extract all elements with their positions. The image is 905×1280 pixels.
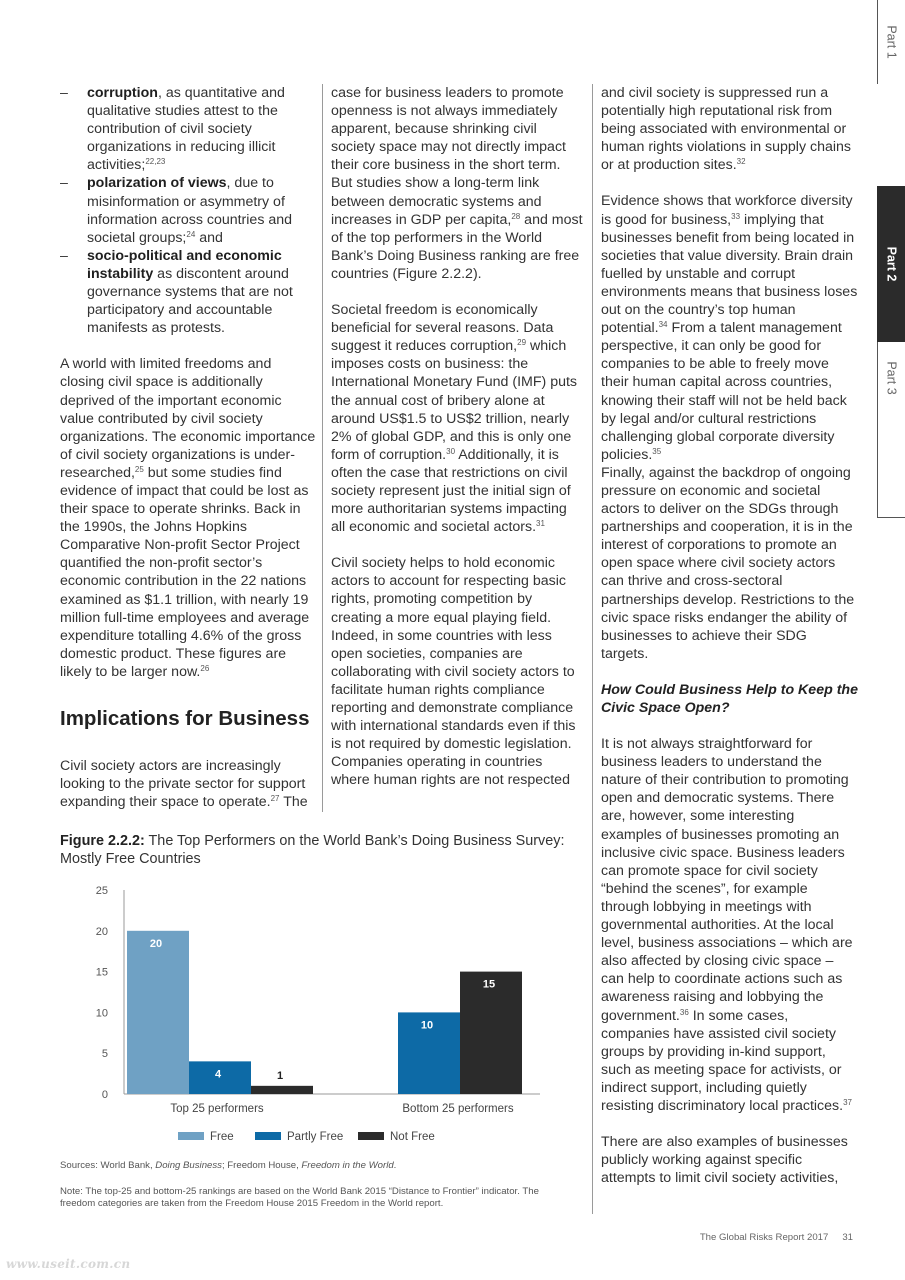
watermark: www.useit.com.cn	[6, 1257, 131, 1271]
paragraph-text: Additionally, it is often the case that restrictions on civil society represent just the initial sign of more authoritarian systems impacting all economic and societal actors.	[331, 446, 571, 536]
list-item-bold: corruption	[87, 85, 158, 101]
list-item-bold: polarization of views	[87, 175, 227, 192]
footnote-ref[interactable]: 32	[736, 157, 746, 167]
section-heading: Implications for Business	[60, 707, 310, 730]
report-title: The Global Risks Report 2017	[699, 1232, 829, 1243]
figure-sources	[60, 1160, 570, 1172]
y-tick-label: 25	[95, 885, 108, 897]
paragraph	[331, 84, 584, 283]
figure-title	[60, 832, 570, 868]
paragraph-text: Civil society actors are increasingly looking to the private sector for support expanding their space to operate.	[60, 758, 306, 811]
legend-label: Not Free	[390, 1131, 435, 1143]
x-tick-label: Top 25 performers	[170, 1103, 264, 1115]
data-label: 10	[420, 1019, 434, 1032]
footnote-ref[interactable]: 35	[652, 446, 662, 456]
footnote-ref[interactable]: 22,23	[145, 157, 166, 167]
paragraph-text: which imposes costs on business: the International Monetary Fund (IMF) puts the annual cost of bribery alone at around US$1.5 to US$2 trillion, nearly 2% of global GDP, and this is only one form of corruption.	[331, 338, 578, 463]
tab-part-1[interactable]	[877, 0, 905, 84]
paragraph-text: implying that businesses benefit from being located in societies that value diversity. Brain drain fuelled by unstable and corrupt environments means that business loses out on the country’s top human potential.	[601, 211, 858, 337]
footnote-ref[interactable]: 26	[200, 663, 210, 673]
list-item	[60, 174, 316, 246]
paragraph	[601, 84, 858, 174]
paragraph	[60, 355, 316, 681]
sources-title: Doing Business	[155, 1160, 222, 1171]
note-label: Note:	[60, 1186, 83, 1197]
y-tick-label: 5	[101, 1048, 108, 1061]
text-column-3	[592, 84, 858, 1214]
paragraph	[601, 192, 858, 463]
paragraph-text: Societal freedom is economically beneficial for several reasons. Data suggest it reduces corruption,	[331, 302, 554, 355]
figure-2-2-2	[60, 832, 570, 1209]
list-item-text: , as quantitative and qualitative studies attest to the contribution of civil society organizations in reducing illicit activities;	[87, 85, 285, 174]
paragraph-text: and civil society is suppressed run a potentially high reputational risk from being associated with environmental or human rights violations in supply chains or at production sites.	[601, 85, 851, 174]
text-column-2	[322, 84, 584, 812]
page-number: 31	[842, 1232, 853, 1243]
footnote-ref[interactable]: 31	[536, 519, 545, 529]
legend-label: Partly Free	[287, 1131, 344, 1143]
footnote-ref[interactable]: 25	[134, 464, 144, 474]
paragraph: There are also examples of businesses publicly working against specific attempts to limit civil society activities,	[601, 1134, 848, 1187]
legend-swatch	[178, 1132, 204, 1140]
y-tick-label: 0	[101, 1089, 108, 1101]
footnote-ref[interactable]: 33	[731, 211, 741, 221]
list-item	[60, 84, 316, 174]
footnote-ref[interactable]: 37	[843, 1097, 852, 1107]
sources-text: World Bank,	[97, 1160, 156, 1171]
x-tick-label: Bottom 25 performers	[402, 1103, 514, 1115]
paragraph-text: and most of the top performers in the World Bank’s Doing Business ranking are free countries (Figure 2.2.2).	[331, 211, 583, 282]
y-tick-label: 15	[95, 966, 108, 979]
footnote-ref[interactable]: 36	[679, 1007, 689, 1017]
paragraph-text: Evidence shows that workforce diversity is good for business,	[601, 193, 853, 228]
bar-chart	[60, 880, 570, 1160]
figure-note	[60, 1186, 570, 1210]
paragraph-text: From a talent management perspective, it can only be good for companies to be able to freely move their human capital across countries, knowing their staff will not be held back by legal and/or cultural restrictions challenging global corporate diversity policies.	[601, 320, 847, 463]
figure-label: Figure 2.2.2:	[60, 833, 145, 849]
paragraph-text: The	[279, 794, 308, 811]
text-column-1	[60, 84, 316, 811]
paragraph-text: but some studies find evidence of impact that could be lost as their space to operate shrinks. Back in the 1990s, the Johns Hopkins Comparative Non-profit Sector Project quantified the non-profit sector’s economic contribution in the 22 nations examined as $1.1 trillion, with nearly 19 million full-time employees and average expenditure totalling 4.6% of the gross domestic product. These figures are likely to be larger now.	[60, 464, 310, 680]
tab-part-2[interactable]	[877, 186, 905, 342]
paragraph-text: case for business leaders to promote openness is not always immediately apparent, because shrinking civil society space may not directly impact their core business in the short term. But studies show a long-term link between democratic systems and increases in GDP per capita,	[331, 85, 566, 228]
data-label: 15	[482, 978, 496, 991]
footnote-ref[interactable]: 27	[270, 794, 280, 804]
bar-free	[127, 931, 189, 1094]
data-label: 4	[214, 1068, 222, 1081]
paragraph: Finally, against the backdrop of ongoing pressure on economic and societal actors to deliver on the SDGs through partnerships and cooperation, it is in the interest of corporations to promote an open space where civil society actors can thrive and cross-sectoral partnerships develop. Restrictions to the civic space risks endanger the ability of businesses to achieve their SDG targets.	[601, 464, 855, 662]
page-footer	[700, 1232, 853, 1243]
footnote-ref[interactable]: 34	[658, 320, 668, 330]
tab-part-1-label: Part 1	[884, 25, 899, 59]
paragraph	[601, 735, 858, 1115]
legend-swatch	[255, 1132, 281, 1140]
tab-part-3-label: Part 3	[884, 361, 899, 395]
list-item	[60, 247, 316, 337]
y-tick-label: 20	[95, 925, 108, 938]
paragraph: Civil society helps to hold economic actors to account for respecting basic rights, promoting competition by creating a more equal playing field. Indeed, in some countries with less open societies, companies are collaborating with civil society actors to facilitate human rights compliance reporting and demonstrate compliance with international standards even if this is not required by domestic legislation. Companies operating in countries where human rights are not respected	[331, 555, 576, 789]
footnote-ref[interactable]: 24	[186, 229, 196, 239]
sources-text: .	[393, 1160, 397, 1171]
tab-part-3[interactable]	[877, 342, 905, 414]
footnote-ref[interactable]: 29	[517, 338, 527, 348]
paragraph	[60, 757, 316, 811]
sources-label: Sources:	[60, 1160, 98, 1171]
paragraph-text: In some cases, companies have assisted civil society groups by providing in-kind support, such as meeting space for activists, or indirect support, including quietly resisting discriminatory local practices.	[601, 1007, 844, 1114]
paragraph-text: A world with limited freedoms and closing civil space is additionally deprived of the important economic value contributed by civil society organizations. The economic importance of civil society organizations is under-researched,	[60, 356, 316, 481]
legend-label: Free	[210, 1131, 234, 1143]
risk-list	[60, 84, 316, 337]
list-item-bold: socio-political and economic instability	[87, 247, 282, 282]
y-tick-label: 10	[95, 1007, 108, 1020]
sub-heading: How Could Business Help to Keep the Civic Space Open?	[601, 681, 858, 716]
tab-part-2-label: Part 2	[884, 246, 898, 282]
data-label: 20	[149, 937, 163, 950]
footnote-ref[interactable]: 30	[446, 446, 456, 456]
list-item-text: , due to misinformation or asymmetry of information across countries and societal groups;	[87, 175, 293, 246]
sources-title: Freedom in the World	[301, 1160, 394, 1171]
paragraph	[331, 301, 584, 536]
legend-swatch	[358, 1132, 384, 1140]
footnote-ref[interactable]: 28	[511, 211, 521, 221]
note-text: The top-25 and bottom-25 rankings are based on the World Bank 2015 “Distance to Frontier” indicator. The freedom categories are taken from the Freedom House 2015 Freedom in the World report.	[60, 1186, 539, 1209]
list-item-text: as discontent around governance systems that are not participatory and accountable manifests as protests.	[87, 265, 293, 337]
sources-text: ; Freedom House,	[221, 1160, 302, 1171]
bar-not-free	[251, 1086, 313, 1094]
data-label: 1	[276, 1069, 284, 1082]
paragraph-text: It is not always straightforward for business leaders to understand the nature of their contribution to promoting open and democratic systems. There are, however, some interesting examples of businesses promoting an inclusive civic space. Business leaders can promote space for civil society “behind the scenes”, for example through lobbying in meetings with governmental authorities. At the local level, business associations – which are also affected by closing civic space – can help to coordinate actions such as awareness raising and lobbying the government.	[601, 736, 853, 1024]
figure-title-text: The Top Performers on the World Bank’s Doing Business Survey: Mostly Free Countries	[60, 833, 565, 867]
list-item-tail: and	[195, 229, 223, 246]
